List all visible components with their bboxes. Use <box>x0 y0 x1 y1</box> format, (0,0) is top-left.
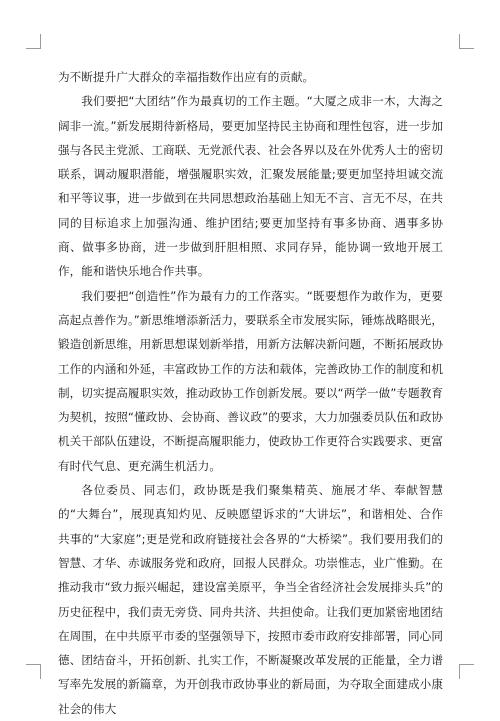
paragraph-closing: 各位委员、同志们，政协既是我们聚集精英、施展才华、奉献智慧的“大舞台”，展现真知灼见、反映愿望诉求的“大讲坛”，和谐相处、合作共事的“大家庭”;更是党和政府链接社会各界的“大桥梁”。我们要用我们的智慧、才华、赤诚服务党和政府，回报人民群众。功崇惟志，业广惟勤。在推动我市“致力振兴崛起，建设富美原平，争当全省经济社会发展排头兵”的历史征程中，我们责无旁贷、同舟共济、共担使命。让我们更加紧密地团结在周围，在中共原平市委的坚强领导下，按照市委市政府安排部署，同心同德、团结奋斗，开拓创新、扎实工作，不断凝聚改革发展的正能量，全力谱写率先发展的新篇章，为开创我市政协事业的新局面，为夺取全面建成小康社会的伟大 <box>58 483 443 716</box>
crop-mark-bottom-left <box>26 664 41 679</box>
crop-mark-top-left <box>26 34 41 49</box>
crop-mark-top-right <box>459 34 474 49</box>
crop-mark-bottom-right <box>459 664 474 679</box>
paragraph-continuation: 为不断提升广大群众的幸福指数作出应有的贡献。 <box>58 70 315 84</box>
document-body <box>58 65 443 721</box>
paragraph-unity: 我们要把“大团结”作为最真切的工作主题。“大厦之成非一木，大海之阔非一流。”新发展期待新格局，要更加坚持民主协商和理性包容，进一步加强与各民主党派、工商联、无党派代表、社会各界以及在外优秀人士的密切联系，调动履职潜能，增强履职实效，汇聚发展能量;要更加坚持坦诚交流和平等议事，进一步做到在共同思想政治基础上知无不言、言无不尽，在共同的目标追求上加强沟通、维护团结;要更加坚持有事多协商、遇事多协商、做事多协商，进一步做到肝胆相照、求同存异，能协调一致地开展工作，能和谐快乐地合作共事。 <box>58 94 443 279</box>
paragraph-creativity: 我们要把“创造性”作为最有力的工作落实。“既要想作为敢作为，更要高起点善作为。”新思维增添新活力，要联系全市发展实际，锤炼战略眼光，锻造创新思维，用新思想谋划新举措，用新方法解决新问题，不断拓展政协工作的内涵和外延，丰富政协工作的方法和载体，完善政协工作的制度和机制，切实提高履职实效，推动政协工作创新发展。要以“两学一做”专题教育为契机，按照“懂政协、会协商、善议政”的要求，大力加强委员队伍和政协机关干部队伍建设，不断提高履职能力，使政协工作更符合实践要求、更富有时代气息、更充满生机活力。 <box>58 288 443 473</box>
